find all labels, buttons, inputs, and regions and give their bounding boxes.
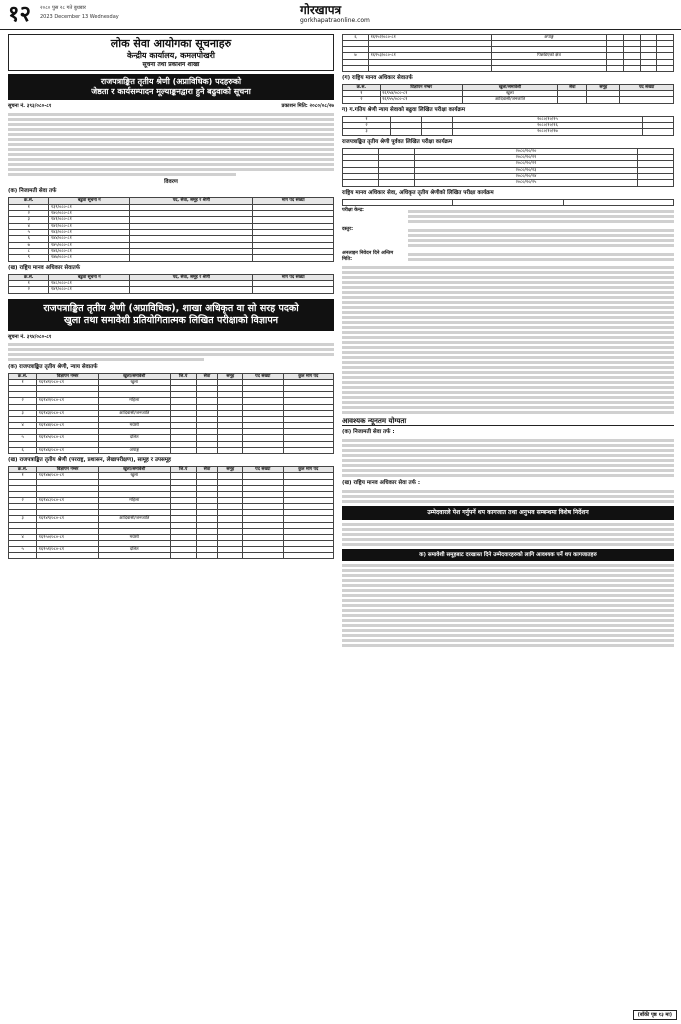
headline-line-1: राजपत्राङ्कित तृतीय श्रेणी (अप्राविधिक) पदहरुको — [100, 77, 242, 87]
details-heading: विवरण — [164, 178, 178, 185]
notice-header-box — [8, 34, 334, 71]
notice-meta — [8, 103, 334, 109]
publish-date: प्रकाशन मिति: २०८०/०८/२७ — [281, 103, 334, 110]
advert-line-2: खुला तथा समावेशी प्रतियोगितात्मक लिखित परीक्षाको विज्ञापन — [63, 314, 279, 326]
promotion-headline — [8, 74, 334, 100]
continued-note: (बाँकी पृष्ठ १३ मा) — [633, 1010, 677, 1020]
promotion-table-a: क्र.सं. बढुवा सूचना नं पद, सेवा, समूह र श्रेणी माग पद संख्या १ १३९/०८०-८१ २ १४०/०८०-८१ ३ १४१/०८०-८१ ४ १४२/०८०-८१ ५ १४३/०८०-८१ ६ १४४/०८०-८१ ७ १४५/०८०-८१ ८ १४६/०८०-८१ ९ १४७/०८०-८१ — [8, 197, 334, 262]
schedule-heading: ग) ग.गतिय श्रेणी न्याय सेवाको बढुवा लिखित परीक्षा कार्यक्रम — [342, 106, 465, 113]
table-a-heading: (क) निजामती सेवा तर्फ — [8, 188, 57, 195]
schedule-heading-2: राजपत्राङ्कित तृतीय श्रेणी पूर्ववत लिखित परीक्षा कार्यक्रम — [342, 138, 453, 145]
fee-label: दस्तुर: — [342, 226, 354, 232]
advert-body-text — [8, 343, 334, 361]
right-column — [342, 34, 674, 649]
exam-schedule-2: २०८०/१०/२० २०८०/१०/२१ २०८०/१०/२२ २०८०/१०/२३ २०८०/१०/२४ २०८०/१०/२५ — [342, 148, 674, 187]
notice-body-text — [8, 113, 334, 176]
table-b-heading: (ख) राष्ट्रिय मानव अधिकार सेवातर्फ — [8, 264, 80, 271]
apply-label: अनलाइन निवेदन दिने अन्तिम मिति: — [342, 250, 394, 262]
eligibility-a: (क) निजामती सेवा तर्फ : — [342, 429, 395, 436]
headline-line-2: जेष्ठता र कार्यसम्पादन मूल्याङ्कनद्वारा हुने बढुवाको सूचना — [91, 87, 251, 97]
exam-schedule-1: १ २०८०/१०/१५ २ २०८०/१०/१६ ३ २०८०/१०/१७ — [342, 116, 674, 136]
eligibility-b: (ख) राष्ट्रिय मानव अधिकार सेवा तर्फ : — [342, 480, 421, 487]
branch-name: सूचना तथा प्रकाशन शाखा — [142, 60, 200, 68]
advert-table-a-heading: (क) राजपत्राङ्कित तृतीय श्रेणी, न्याय सेवातर्फ — [8, 363, 98, 370]
notice-number: सूचना नं. ३९३/०८०-८१ — [8, 103, 52, 110]
paper-name: गोरखापत्र — [300, 3, 342, 17]
org-title: लोक सेवा आयोगका सूचनाहरु — [110, 37, 232, 50]
page-number: १२ — [8, 1, 31, 27]
date-english: 2023 December 13 Wednesday — [40, 14, 119, 20]
office-name: केन्द्रीय कार्यालय, कमलपोखरी — [126, 50, 216, 60]
date-nepali: २०८० पुस २८ गते बुधबार — [40, 5, 86, 11]
nhrc-table: क्र.सं. विज्ञापन नम्बर खुला/समावेशी सेवा समूह पद संख्या १ १६९५४/०८०-८१ खुला २ १६९५५/०८०-८१ आदिवासी/जनजाति — [342, 84, 674, 104]
exam-center-row — [342, 208, 674, 225]
exam-center-label: परीक्षा केन्द्र: — [342, 207, 364, 213]
masthead — [0, 0, 681, 30]
schedule-heading-3: राष्ट्रिय मानव अधिकार सेवा, अधिकृत तृतीय श्रेणीको लिखित परीक्षा कार्यक्रम — [342, 189, 494, 196]
directive-heading: उम्मेदवारले पेश गर्नुपर्ने थप कागजात तथा अनुभव सम्बन्धमा विशेष निर्देशन — [342, 506, 674, 520]
advert-table-b-heading: (ख) राजपत्राङ्कित तृतीय श्रेणी (परराष्ट्र, प्रशासन, लेखापरीक्षण), सामूह र उपसमूह — [8, 457, 171, 464]
advert-number: सूचना नं. ३९४/०८०-८१ — [8, 333, 52, 340]
website-url[interactable]: gorkhapatraonline.com — [300, 17, 370, 24]
advert-line-1: राजपत्राङ्कित तृतीय श्रेणी (अप्राविधिक), शाखा अधिकृत वा सो सरह पदको — [43, 302, 299, 314]
fee-row — [342, 227, 674, 249]
table-c-heading: (ग) राष्ट्रिय मानव अधिकार सेवातर्फ — [342, 74, 413, 81]
eligibility-heading: आवश्यक न्यूनतम योग्यता — [342, 417, 674, 427]
continued-table: ६ १६९५२/०८०-८१ अपाङ्ग ७ १६९५३/०८०-८१ पिछडिएको क्षेत्र — [342, 34, 674, 72]
apply-row — [342, 251, 674, 263]
promotion-table-b: क्र.सं. बढुवा सूचना नं पद, सेवा, समूह र श्रेणी माग पद संख्या १ १४८/०८०-८१ २ १४९/०८०-८१ — [8, 274, 334, 294]
directive-subheading: क) समावेशी समूहबाट दरखास्त दिने उम्मेदवारहरुको लागि आवश्यक पर्ने थप कागजातहरु — [342, 549, 674, 562]
left-column — [8, 34, 334, 559]
advert-meta — [8, 334, 334, 340]
exam-schedule-3 — [342, 199, 674, 206]
advert-table-b: क्र.सं. विज्ञापन नम्बर खुला/समावेशी जि.पं सेवा समूह पद संख्या कुल माग पद १ १६९४७/०८०-८१ खुला २ १६९४८/०८०-८१ महिला ३ १६९४९/०८०-८१ आदिवासी/जनजाति ४ १६९५०/०८०-८१ मधेशी ५ १६९५१/०८०-८१ दलित — [8, 466, 334, 559]
conditions-text — [342, 266, 674, 414]
advert-table-a: क्र.सं. विज्ञापन नम्बर खुला/समावेशी जि.पं सेवा समूह पद संख्या कुल माग पद १ १६९४१/०८०-८१ खुला २ १६९४२/०८०-८१ महिला ३ १६९४३/०८०-८१ आदिवासी/जनजाति ४ १६९४४/०८०-८१ मधेशी ५ १६९४५/०८०-८१ दलित ६ १६९४६/०८०-८१ अपाङ्ग — [8, 373, 334, 455]
exam-advert-headline — [8, 299, 334, 331]
